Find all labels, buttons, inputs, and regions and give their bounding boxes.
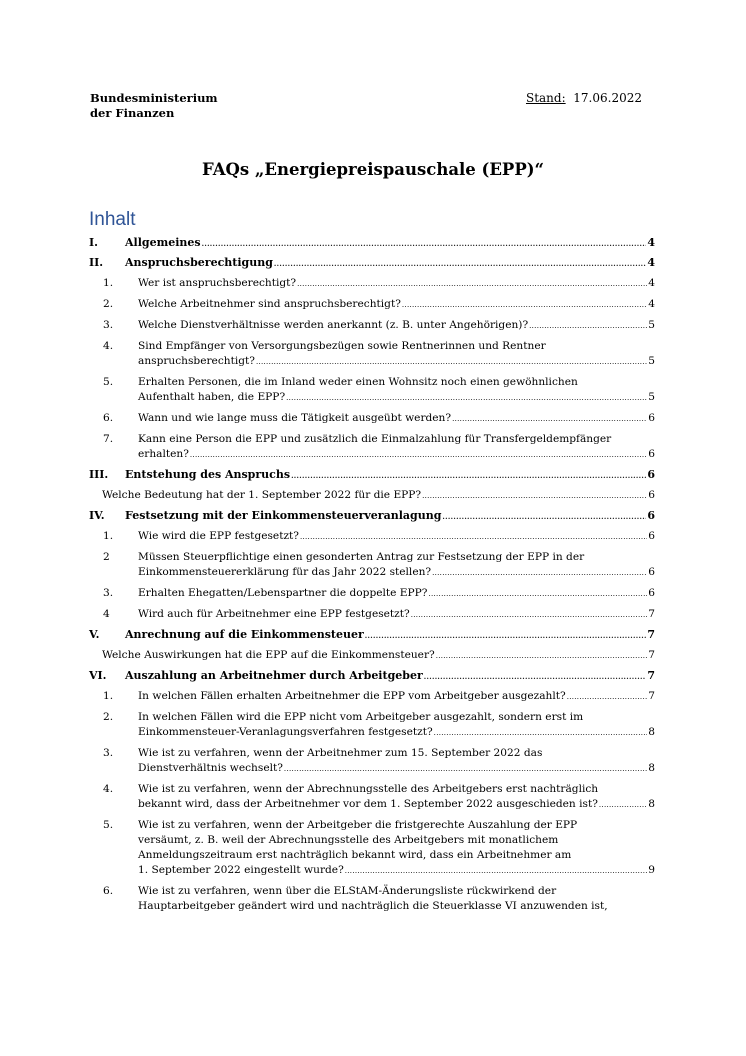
toc-entry[interactable] (89, 818, 655, 879)
document-title: FAQs „Energiepreispauschale (EPP)“ (201, 160, 545, 179)
toc-leader-dots (452, 412, 647, 427)
toc-entry-text (89, 607, 655, 623)
toc-page-number: 5 (648, 355, 655, 367)
toc-entry[interactable] (89, 411, 655, 427)
toc-page-number: 8 (648, 726, 655, 738)
toc-entry-line: Festsetzung mit der Einkommensteuerveranlagung ..... 6 (125, 508, 655, 524)
toc-entry-number: 4 (103, 608, 110, 620)
ministry-name (90, 91, 218, 121)
toc-page-number: 6 (647, 509, 655, 522)
toc-entry-text (89, 710, 655, 741)
toc-entry[interactable] (89, 668, 655, 684)
toc-leader-dots (256, 355, 647, 370)
toc-page-number: 7 (648, 690, 655, 702)
toc-entry[interactable] (89, 648, 655, 664)
toc-page-number: 6 (648, 587, 655, 599)
toc-entry-line: Einkommensteuer-Veranlagungsverfahren festgesetzt? ..... 8 (138, 725, 655, 741)
toc-page-number: 8 (648, 798, 655, 810)
toc-entry-number: 4. (103, 783, 114, 795)
toc-leader-dots (286, 391, 647, 406)
toc-page-number: 5 (648, 319, 655, 331)
toc-page-number: 6 (648, 566, 655, 578)
toc-page-number: 6 (648, 530, 655, 542)
toc-page-number: 4 (647, 256, 655, 269)
toc-entry[interactable] (89, 375, 655, 406)
toc-entry-text (89, 550, 655, 581)
toc-entry-text (89, 782, 655, 813)
toc-entry-line: Welche Auswirkungen hat die EPP auf die Einkommensteuer? ..... 7 (102, 648, 655, 664)
toc-page-number: 7 (648, 649, 655, 661)
toc-page-number: 5 (648, 391, 655, 403)
toc-entry-text (89, 884, 655, 914)
toc-entry[interactable] (89, 607, 655, 623)
toc-entry-number: I. (89, 236, 98, 249)
toc-entry-number: 5. (103, 376, 114, 388)
toc-entry[interactable] (89, 508, 655, 524)
toc-entry-number: VI. (89, 669, 107, 682)
toc-page-number: 4 (648, 298, 655, 310)
toc-entry-number: III. (89, 468, 109, 481)
toc-entry-text (89, 668, 655, 684)
toc-entry-line: Erhalten Personen, die im Inland weder einen Wohnsitz noch einen gewöhnlichen (138, 376, 578, 388)
toc-entry-line: Auszahlung an Arbeitnehmer durch Arbeitgeber ..... 7 (125, 668, 655, 684)
toc-leader-dots (434, 726, 648, 741)
stand-date (526, 91, 642, 106)
toc-entry-text (89, 375, 655, 406)
toc-entry-text (89, 488, 655, 504)
toc-entry-text (89, 467, 655, 483)
toc-entry[interactable] (89, 627, 655, 643)
toc-entry-line: Wie ist zu verfahren, wenn über die ELStAM-Änderungsliste rückwirkend der (138, 885, 557, 897)
toc-entry-line: Wer ist anspruchsberechtigt? ..... 4 (138, 276, 655, 292)
stand-label: Stand: (525, 91, 566, 105)
toc-entry[interactable] (89, 488, 655, 504)
toc-entry-text (89, 235, 655, 251)
toc-entry[interactable] (89, 339, 655, 370)
toc-entry[interactable] (89, 297, 655, 313)
toc-heading: Inhalt (89, 209, 136, 230)
toc-leader-dots (432, 566, 647, 581)
toc-entry-line: Hauptarbeitgeber geändert wird und nachträglich die Steuerklasse VI anzuwenden ist, (138, 900, 608, 912)
toc-entry-line: versäumt, z. B. weil der Abrechnungsstelle des Arbeitgebers mit monatlichem (138, 834, 559, 846)
toc-entry-number: 7. (103, 433, 114, 445)
toc-page-number: 6 (648, 412, 655, 424)
toc-entry-line: In welchen Fällen wird die EPP nicht vom Arbeitgeber ausgezahlt, sondern erst im (138, 711, 584, 723)
toc-entry-text (89, 318, 655, 334)
toc-leader-dots (428, 587, 647, 602)
toc-entry-number: 1. (103, 277, 114, 289)
toc-entry-line: Entstehung des Anspruchs ..... 6 (125, 467, 655, 483)
toc-leader-dots (529, 319, 647, 334)
toc-entry-line: Anmeldungszeitraum erst nachträglich bekannt wird, dass ein Arbeitnehmer am (138, 849, 572, 861)
toc-page-number: 6 (648, 489, 655, 501)
toc-entry-number: 3. (103, 587, 114, 599)
toc-entry-line: erhalten? ..... 6 (138, 447, 655, 463)
toc-entry-number: 4. (103, 340, 114, 352)
toc-leader-dots (190, 448, 647, 463)
table-of-contents (89, 235, 655, 914)
toc-entry-number: 5. (103, 819, 114, 831)
toc-entry-text (89, 746, 655, 777)
toc-entry-text (89, 648, 655, 664)
toc-entry-line: In welchen Fällen erhalten Arbeitnehmer die EPP vom Arbeitgeber ausgezahlt? ..... 7 (138, 689, 655, 705)
toc-entry-line: Aufenthalt haben, die EPP? ..... 5 (138, 390, 655, 406)
toc-page-number: 4 (647, 236, 655, 249)
toc-entry-line: Erhalten Ehegatten/Lebenspartner die doppelte EPP? ..... 6 (138, 586, 655, 602)
toc-entry-line: Dienstverhältnis wechselt? ..... 8 (138, 761, 655, 777)
toc-entry[interactable] (89, 884, 655, 914)
toc-entry-text (89, 432, 655, 463)
toc-entry-number: IV. (89, 509, 105, 522)
toc-entry-line: Welche Arbeitnehmer sind anspruchsberechtigt? ..... 4 (138, 297, 655, 313)
toc-leader-dots (345, 864, 648, 879)
toc-entry[interactable] (89, 255, 655, 271)
toc-entry[interactable] (89, 782, 655, 813)
toc-page-number: 7 (647, 669, 655, 682)
toc-entry-line: bekannt wird, dass der Arbeitnehmer vor dem 1. September 2022 ausgeschieden ist? ..... 8 (138, 797, 655, 813)
toc-leader-dots (436, 649, 648, 664)
toc-page-number: 6 (648, 448, 655, 460)
toc-entry[interactable] (89, 235, 655, 251)
toc-entry-line: Müssen Steuerpflichtige einen gesonderten Antrag zur Festsetzung der EPP in der (138, 551, 585, 563)
toc-entry[interactable] (89, 529, 655, 545)
toc-entry-number: 6. (103, 885, 114, 897)
toc-entry-line: anspruchsberechtigt? ..... 5 (138, 354, 655, 370)
toc-entry-line: Wie ist zu verfahren, wenn der Abrechnungsstelle des Arbeitgebers erst nachträglich (138, 783, 599, 795)
toc-entry-line: Welche Bedeutung hat der 1. September 2022 für die EPP? ..... 6 (102, 488, 655, 504)
toc-page-number: 4 (648, 277, 655, 289)
toc-entry-text (89, 339, 655, 370)
toc-entry-number: 3. (103, 319, 114, 331)
toc-leader-dots (424, 669, 647, 684)
toc-entry-line: Wird auch für Arbeitnehmer eine EPP festgesetzt? ..... 7 (138, 607, 655, 623)
toc-entry-line: Wann und wie lange muss die Tätigkeit ausgeübt werden? ..... 6 (138, 411, 655, 427)
toc-entry-line: Welche Dienstverhältnisse werden anerkannt (z. B. unter Angehörigen)? ..... 5 (138, 318, 655, 334)
toc-entry-text (89, 276, 655, 292)
toc-leader-dots (297, 277, 647, 292)
toc-entry-text (89, 508, 655, 524)
toc-page-number: 7 (647, 628, 655, 641)
toc-entry-text (89, 529, 655, 545)
toc-leader-dots (422, 489, 647, 504)
toc-entry[interactable] (89, 318, 655, 334)
toc-leader-dots (411, 608, 648, 623)
toc-entry-number: 3. (103, 747, 114, 759)
toc-page-number: 7 (648, 608, 655, 620)
toc-entry-text (89, 411, 655, 427)
toc-entry-number: V. (89, 628, 100, 641)
toc-entry[interactable] (89, 467, 655, 483)
toc-entry-line: Anspruchsberechtigung ..... 4 (125, 255, 655, 271)
toc-entry-number: 2. (103, 711, 114, 723)
toc-leader-dots (567, 690, 648, 705)
toc-leader-dots (274, 256, 646, 271)
ministry-line-2: der Finanzen (90, 106, 175, 120)
toc-entry-line: Wie ist zu verfahren, wenn der Arbeitgeber die fristgerechte Auszahlung der EPP (138, 819, 578, 831)
toc-leader-dots (202, 236, 647, 251)
toc-entry-text (89, 297, 655, 313)
toc-leader-dots (402, 298, 647, 313)
toc-entry[interactable] (89, 432, 655, 463)
toc-entry-number: 6. (103, 412, 114, 424)
toc-entry-line: Wie wird die EPP festgesetzt? ..... 6 (138, 529, 655, 545)
toc-page-number: 6 (647, 468, 655, 481)
toc-entry-number: 2. (103, 298, 114, 310)
toc-entry[interactable] (89, 689, 655, 705)
toc-leader-dots (300, 530, 647, 545)
toc-leader-dots (291, 468, 646, 483)
toc-entry-text (89, 627, 655, 643)
toc-entry-line: Allgemeines ..... 4 (125, 235, 655, 251)
toc-entry[interactable] (89, 550, 655, 581)
toc-entry-line: 1. September 2022 eingestellt wurde? ..... 9 (138, 863, 655, 879)
toc-entry-line: Kann eine Person die EPP und zusätzlich die Einmalzahlung für Transfergeldempfänger (138, 433, 612, 445)
toc-leader-dots (365, 628, 647, 643)
toc-entry-text (89, 255, 655, 271)
toc-page-number: 8 (648, 762, 655, 774)
toc-entry[interactable] (89, 710, 655, 741)
toc-entry-number: 2 (103, 551, 110, 563)
toc-entry-number: 1. (103, 690, 114, 702)
toc-page-number: 9 (648, 864, 655, 876)
toc-entry[interactable] (89, 276, 655, 292)
ministry-line-1: Bundesministerium (90, 91, 218, 105)
toc-entry-line: Sind Empfänger von Versorgungsbezügen sowie Rentnerinnen und Rentner (138, 340, 546, 352)
toc-entry[interactable] (89, 586, 655, 602)
toc-entry-number: 1. (103, 530, 114, 542)
toc-entry-text (89, 818, 655, 879)
toc-entry-line: Einkommensteuererklärung für das Jahr 2022 stellen? ..... 6 (138, 565, 655, 581)
toc-entry-text (89, 689, 655, 705)
toc-entry-line: Wie ist zu verfahren, wenn der Arbeitnehmer zum 15. September 2022 das (138, 747, 543, 759)
toc-entry-line: Anrechnung auf die Einkommensteuer ..... 7 (125, 627, 655, 643)
toc-entry-text (89, 586, 655, 602)
toc-leader-dots (599, 798, 647, 813)
toc-leader-dots (284, 762, 647, 777)
toc-entry-number: II. (89, 256, 104, 269)
toc-leader-dots (442, 509, 646, 524)
toc-entry[interactable] (89, 746, 655, 777)
stand-value: 17.06.2022 (573, 91, 642, 105)
